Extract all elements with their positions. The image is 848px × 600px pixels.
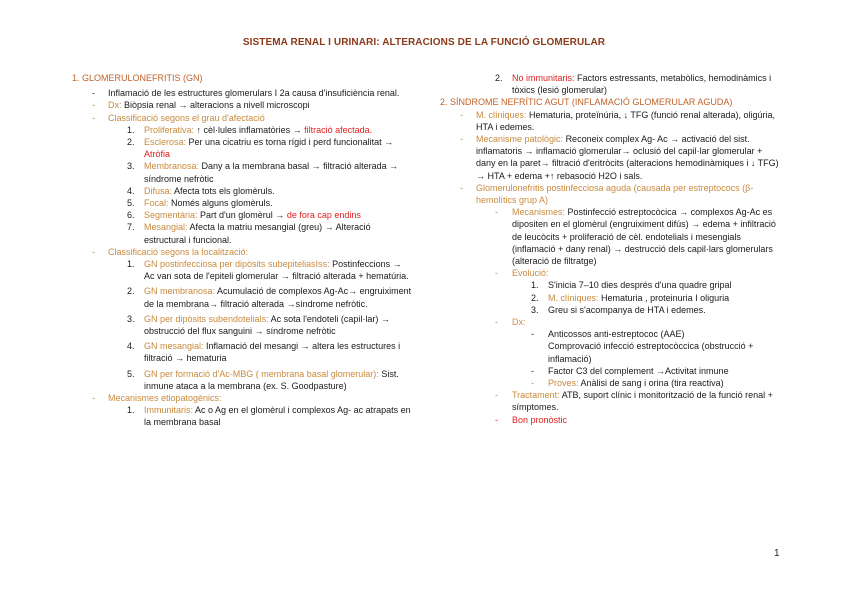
list-item: - Factor C3 del complement →Activitat inmune [531, 365, 729, 376]
list-item: - Inflamació de les estructures glomerulars I 2a causa d'insuficiència renal. [92, 88, 400, 99]
list-item: - Tractament: ATB, suport clínic i monitorització de la funció renal + símptomes. [495, 390, 773, 413]
list-item: 3. Greu si s'acompanya de HTA i edemes. [531, 304, 706, 315]
list-item: 2. M. clíniques: Hematuria , proteinuria I oliguria [531, 292, 730, 303]
list-item: 3. GN per dipòsits subendotelials: Ac sota l'endoteli (capil·lar) → obstrucció del flux sanguini → síndrome nefròtic [127, 313, 390, 337]
list-item: - Mecanisme patològic: Reconeix complex Ag- Ac → activació del sist. inflamatoris → inflamació glomerular→ oclusió del capil·lar glomerular + dany en la paret→ filtració d'eritròcits (alteracions hemodinàmiques i ↓ TFG) → HTA + edema +↑ rebasoció H2O i sals. [460, 134, 779, 181]
list-item: - Anticossos anti-estreptococ (AAE) [531, 329, 685, 340]
section-glomerulonefritis-heading: 1. GLOMERULONEFRITIS (GN) [72, 73, 203, 83]
right-column [440, 72, 780, 426]
page-number: 1 [774, 548, 780, 559]
list-item: - Mecanismes etiopatogènics: [92, 393, 222, 404]
list-item: 1. Immunitaris: Ac o Ag en el glomèrul i complexos Ag- ac atrapats en la membrana basal [127, 405, 411, 428]
list-item: 2. Esclerosa: Per una cicatriu es torna rígid i perd funcionalitat → Atròfia [127, 137, 394, 160]
list-item: 1. Proliferativa: ↑ cèl·lules inflamatòries → filtració afectada. [127, 124, 373, 135]
list-item: 5. GN per formació d'Ac-MBG ( membrana basal glomerular): Sist. inmune ataca a la membrana (ex. S. Goodpasture) [127, 368, 399, 391]
list-item: 6. Segmentària: Part d'un glomèrul → de fora cap endins [127, 210, 361, 221]
page-title: SISTEMA RENAL I URINARI: ALTERACIONS DE LA FUNCIÓ GLOMERULAR [242, 37, 606, 48]
list-item: - Bon pronòstic [495, 414, 568, 425]
list-item: 2. No immunitaris: Factors estressants, metabòlics, hemodinàmics i tòxics (lesió glomerular) [495, 73, 772, 96]
list-item: 4. GN mesangial: Inflamació del mesangi → altera les estructures i filtració → hematuria [127, 341, 401, 364]
list-item: - Dx: Biòpsia renal → alteracions a nivell microscopi [92, 100, 310, 111]
list-item: Comprovació infecció estreptocòccica (obstrucció + inflamació) [548, 341, 754, 364]
list-item: - M. clíniques: Hematuria, proteïnúria, ↓ TFG (funció renal alterada), oligúria, HTA i edemes. [460, 109, 775, 132]
list-item: 4. Difusa: Afecta tots els glomèruls. [127, 185, 275, 196]
list-item: - Mecanismes: Postinfecció estreptocòcica → complexos Ag-Ac es dipositen en el glomèrul (engruiximent difús) → edema + infiltració de leucòcits + proliferació de cèl. endotelials i mesengials (inflamació + dany renal) → destrucció dels capil·lars glomerulars (alteració de filtratge) [495, 207, 776, 267]
list-item: - Classificació segons la localització: [92, 246, 249, 257]
section-sindrome-nefritic-heading: 2. SÍNDROME NEFRÍTIC AGUT (INFLAMACIÓ GLOMERULAR AGUDA) [440, 97, 733, 108]
list-item: 5. Focal: Només alguns glomèruls. [127, 198, 273, 209]
list-item: - Evolució: [495, 268, 549, 279]
list-item: 1. S'inicia 7–10 dies després d'una quadre gripal [531, 280, 732, 291]
list-item: - Glomerulonefritis postinfecciosa aguda (causada per estreptococs (β-hemolítics grup A) [460, 182, 754, 206]
list-item: 7. Mesangial: Afecta la matriu mesangial (greu) → Alteració estructural i funcional. [127, 222, 371, 245]
list-item: 3. Membranosa: Dany a la membrana basal → filtració alterada → síndrome nefròtic [127, 161, 399, 184]
list-item: - Classificació segons el grau d'afectació [92, 112, 265, 123]
list-item: - Dx: [495, 317, 526, 328]
left-column [72, 72, 412, 429]
list-item: 2. GN membranosa: Acumulació de complexos Ag-Ac→ engruiximent de la membrana→ filtració alterada →síndrome nefròtic. [127, 286, 412, 309]
list-item: - Proves: Anàlisi de sang i orina (tira reactiva) [531, 378, 724, 389]
list-item: 1. GN postinfecciosa per dipòsits subepiteliasIss: Postinfeccions → Ac van sota de l'epiteli glomerular → filtració alterada + hematúria. [127, 259, 409, 282]
